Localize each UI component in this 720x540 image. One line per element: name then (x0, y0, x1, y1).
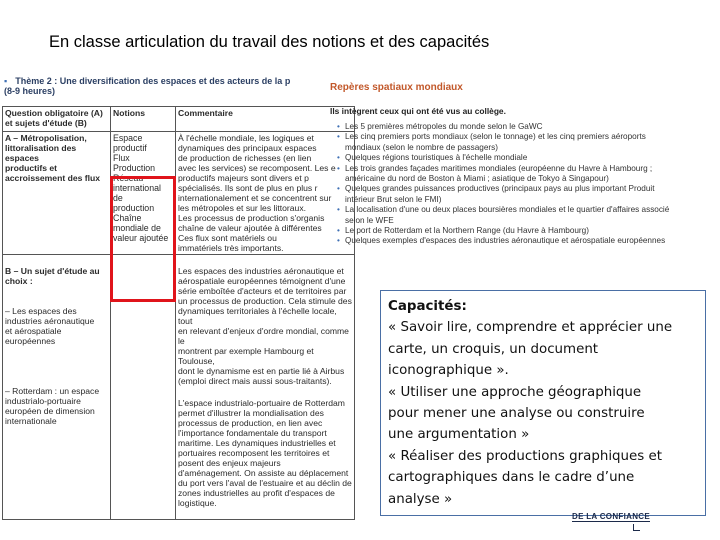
sujet-aeronautique: – Les espaces des industries aéronautique et aérospatiale européennes (5, 306, 95, 346)
capacite-line: cartographiques dans le cadre d’une (388, 470, 635, 486)
list-item: • Les cinq premiers ports mondiaux (selon le tonnage) et les cinq premiers aéroports (338, 132, 720, 142)
capacite-line: iconographique ». (388, 363, 509, 379)
list-item: • Quelques exemples d'espaces des industries aéronautique et aérospatiale européennes (338, 236, 720, 246)
list-item: américaine du nord de Boston à Miami ; asiatique de Tokyo à Singapour) (345, 174, 609, 184)
programme-table (2, 106, 355, 520)
capacite-line: « Savoir lire, comprendre et apprécier une (388, 320, 673, 336)
list-item: • Quelques grandes puissances productives (principaux pays au plus important Produit (338, 184, 720, 194)
list-item: • Les 5 premières métropoles du monde selon le GaWC (338, 122, 720, 132)
list-item: intérieur Brut selon le FMI) (345, 194, 442, 204)
reperes-title: Repères spatiaux mondiaux (330, 82, 463, 93)
capacite-line: « Utiliser une approche géographique (388, 384, 642, 400)
commentaire-b-2: L'espace industrialo-portuaire de Rotterdam permet d'illustrer la mondialisation des processus de production, en lien avec l'importance fondamentale du transport maritime. Les dynamiques industrielles et portuaires recomposent les territoires et posent des enjeux majeurs d'aménagement. On assiste au déplacement du port vers l'aval de l'estuaire et au déclin de zones industrielles au profit d'espaces de logistique. (178, 398, 352, 508)
capacites-title: Capacités: (388, 299, 467, 314)
notions-list: Espace productif Flux Production Réseau international de production Chaîne mondiale de valeur ajoutée (111, 132, 176, 255)
notions-highlight-frame (110, 176, 176, 302)
reperes-intro: Ils intègrent ceux qui ont été vus au collège. (330, 106, 506, 116)
list-item: • Quelques régions touristiques à l'échelle mondiale (338, 153, 720, 163)
theme-heading (4, 76, 290, 96)
capacite-line: analyse » (388, 491, 453, 507)
question-a: A – Métropolisation, littoralisation des espaces productifs et accroissement des flux (3, 132, 111, 255)
footer-logo-text: DE LA CONFIANCE (572, 512, 650, 521)
header-commentaire: Commentaire (176, 107, 355, 132)
header-questions: Question obligatoire (A) et sujets d'étude (B) (3, 107, 111, 132)
reperes-list (338, 122, 720, 247)
header-notions: Notions (111, 107, 176, 132)
list-item: • Le port de Rotterdam et la Northern Range (du Havre à Hambourg) (338, 226, 720, 236)
table-header-row (3, 107, 355, 132)
commentaire-b-1: Les espaces des industries aéronautique et aérospatiale européennes témoignent d'une série emboîtée d'acteurs et de territoires par un processus de production. Cela stimule des dynamiques territoriales à l'échelle locale, tout en relevant d'enjeux d'ordre mondial, comme le montrent par exemple Hambourg et Toulouse, dont le dynamisme est en partie lié à Airbus (emploi direct mais aussi sous-traitants). (178, 266, 352, 386)
capacite-line: « Réaliser des productions graphiques et (388, 448, 662, 464)
list-item: • La localisation d'une ou deux places boursières mondiales et le quartier d'affaires associé (338, 205, 720, 215)
programme-table-image (0, 72, 352, 508)
capacites-box (380, 290, 706, 516)
theme-line-1: Thème 2 : Une diversification des espaces et des acteurs de la p (15, 76, 291, 86)
list-item: • Les trois grandes façades maritimes mondiales (européenne du Havre à Hambourg ; (338, 164, 720, 174)
capacite-line: pour mener une analyse ou construire (388, 406, 645, 422)
theme-line-2: (8-9 heures) (4, 86, 56, 96)
slide-title: En classe articulation du travail des notions et des capacités (49, 33, 490, 51)
capacite-line: carte, un croquis, un document (388, 341, 599, 357)
capacite-line: une argumentation » (388, 427, 530, 443)
commentaire-b (176, 255, 355, 520)
table-row (3, 255, 355, 520)
reperes-panel (330, 80, 720, 280)
list-item: mondiaux (selon le nombre de passagers) (345, 142, 498, 152)
list-item: selon le WFE (345, 215, 394, 225)
table-row (3, 132, 355, 255)
commentaire-a: À l'échelle mondiale, les logiques et dynamiques des principaux espaces de production de richesses (en lien avec les services) se recomposent. Les e productifs majeurs sont divers et p spécialisés. Ils sont de plus en plus r internationalement et se concentrent sur les métropoles et sur les littoraux. Les processus de production s'organis chaîne de valeur ajoutée à différentes Ces flux sont matériels ou immatériels très importants. (176, 132, 355, 255)
bullet-icon: ▪ (4, 76, 8, 86)
footer-corner-mark (633, 524, 640, 531)
question-b (3, 255, 111, 520)
sujet-rotterdam: – Rotterdam : un espace industrialo-portuaire européen de dimension internationale (5, 386, 100, 426)
question-b-head: B – Un sujet d'étude au choix : (5, 266, 100, 286)
